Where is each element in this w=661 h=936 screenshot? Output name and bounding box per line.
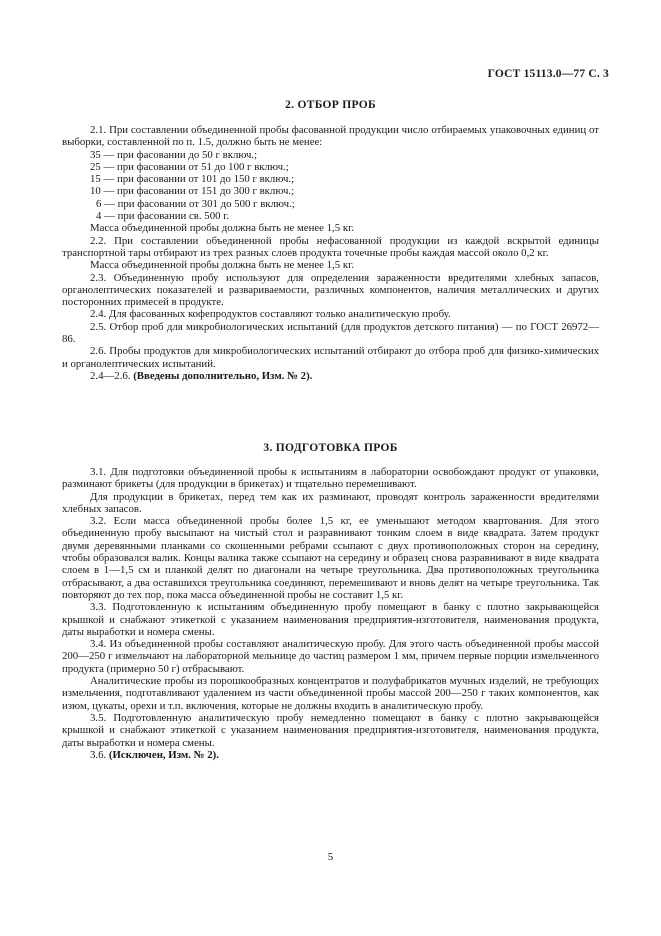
list-item: 4 — при фасовании св. 500 г. xyxy=(96,210,230,223)
paragraph-3-3: 3.3. Подготовленную к испытаниям объединенную пробу помещают в банку с плотно закрывающейся крышкой и снабжают этикеткой с указанием наименования предприятия-изготовителя, наименования продукта, даты выработки и номера смены. xyxy=(62,601,599,638)
paragraph-2-2: 2.2. При составлении объединенной пробы нефасованной продукции из каждой вскрытой единицы транспортной тары отбирают из трех разных слоев продукта точечные пробы каждая массой около 0,2 кг. xyxy=(62,234,599,259)
paragraph-mass-1: Масса объединенной пробы должна быть не менее 1,5 кг. xyxy=(90,222,355,235)
paragraph-2-1: 2.1. При составлении объединенной пробы фасованной продукции число отбираемых упаковочных единиц от выборки, составленной по п. 1.5, должно быть не менее: xyxy=(62,124,599,149)
paragraph-2-6: 2.6. Пробы продуктов для микробиологических испытаний отбирают до отбора проб для физико-химических и органолептических испытаний. xyxy=(62,345,599,370)
section-3-title: 3. ПОДГОТОВКА ПРОБ xyxy=(263,442,398,454)
paragraph-mass-2: Масса объединенной пробы должна быть не менее 1,5 кг. xyxy=(90,259,355,272)
section-2-body xyxy=(62,124,599,382)
section-3-body xyxy=(62,466,599,761)
list-item: 6 — при фасовании от 301 до 500 г включ.; xyxy=(96,197,295,210)
paragraph-analytical: Аналитические пробы из порошкообразных концентратов и полуфабрикатов мучных изделий, не требующих измельчения, подготавливают удалением из части объединенной пробы массой 200—250 г таких компонентов, как изюм, цукаты, орехи и т.п. включения, которые не должны входить в аналитическую пробу. xyxy=(62,675,599,712)
paragraph-2-4: 2.4. Для фасованных кофепродуктов составляют только аналитическую пробу. xyxy=(90,308,451,321)
amendment-ref: 2.4—2.6. xyxy=(90,369,134,382)
list-item: 35 — при фасовании до 50 г включ.; xyxy=(90,148,258,161)
paragraph-briquettes: Для продукции в брикетах, перед тем как их разминают, проводят контроль зараженности вредителями хлебных запасов. xyxy=(62,490,599,515)
paragraph-3-1: 3.1. Для подготовки объединенной пробы к испытаниям в лаборатории освобождают продукт от упаковки, разминают брикеты (для продукции в брикетах) и тщательно перемешивают. xyxy=(62,466,599,491)
paragraph-3-4: 3.4. Из объединенной пробы составляют аналитическую пробу. Для этого часть объединенной пробы массой 200—250 г измельчают на лабораторной мельнице до частиц размером 1 мм, причем первые порции измельченного продукта (примерно 50 г) отбрасывают. xyxy=(62,638,599,675)
paragraph-3-6 xyxy=(62,749,599,761)
paragraph-2-5: 2.5. Отбор проб для микробиологических испытаний (для продуктов детского питания) — по ГОСТ 26972—86. xyxy=(62,320,599,346)
paragraph-amendment xyxy=(62,370,599,382)
excluded-note: (Исключен, Изм. № 2). xyxy=(108,748,219,761)
page-number: 5 xyxy=(327,851,334,863)
paragraph-3-5: 3.5. Подготовленную аналитическую пробу немедленно помещают в банку с плотно закрывающейся крышкой и снабжают этикеткой с указанием наименования предприятия-изготовителя, наименования продукта, даты выработки и номера смены. xyxy=(62,711,599,749)
section-2-title: 2. ОТБОР ПРОБ xyxy=(285,99,376,111)
page-header: ГОСТ 15113.0—77 С. 3 xyxy=(487,68,609,80)
clause-ref: 3.6. xyxy=(90,748,109,761)
list-item: 15 — при фасовании от 101 до 150 г включ.; xyxy=(90,173,295,186)
paragraph-3-2: 3.2. Если масса объединенной пробы более 1,5 кг, ее уменьшают методом квартования. Для этого объединенную пробу высыпают на чистый стол и разравнивают тонким слоем в виде квадрата. Затем продукт двумя деревянными планками со скошенными ребрами ссыпают с двух противоположных сторон на середину, чтобы образовался валик. Концы валика также ссыпают на середину и образец снова разравнивают в виде квадрата слоем в 1—1,5 см и планкой делят по диагонали на четыре треугольника. Два противоположных треугольника отбрасывают, а два оставшихся треугольника соединяют, перемешивают и вновь делят на четыре треугольника. Так повторяют до тех пор, пока масса объединенной пробы не составит 1,5 кг. xyxy=(62,515,599,601)
paragraph-2-3: 2.3. Объединенную пробу используют для определения зараженности вредителями хлебных запасов, органолептических показателей и развариваемости, различных компонентов, наличия металлических и других посторонних примесей в продукте. xyxy=(62,271,599,309)
list-item: 10 — при фасовании от 151 до 300 г включ.; xyxy=(90,185,295,198)
amendment-note: (Введены дополнительно, Изм. № 2). xyxy=(133,369,313,382)
list-item: 25 — при фасовании от 51 до 100 г включ.; xyxy=(90,160,289,173)
